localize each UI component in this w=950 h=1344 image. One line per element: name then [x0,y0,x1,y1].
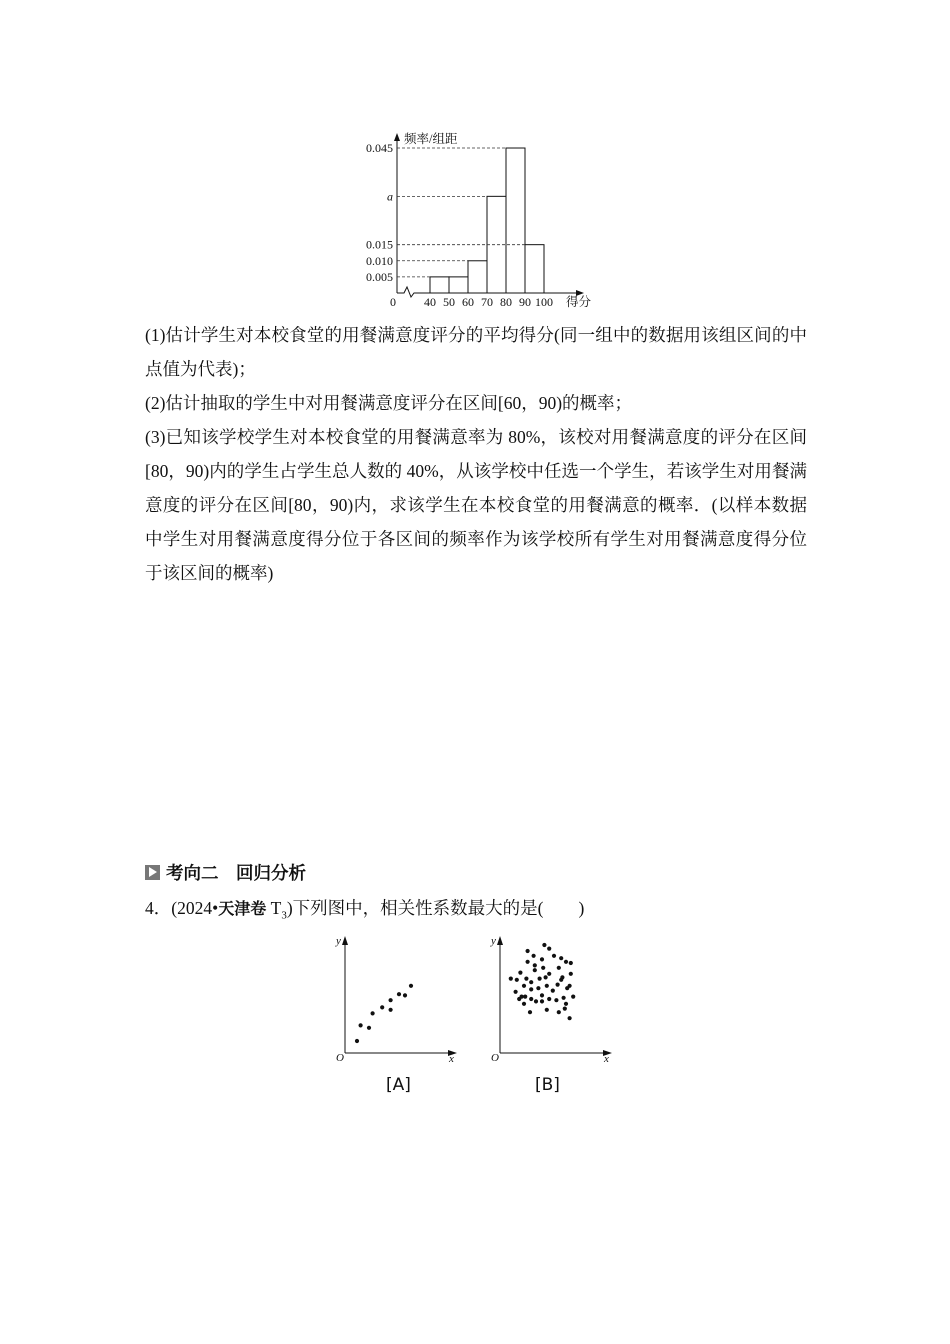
scatter-point [514,990,518,994]
scatter-point [540,999,544,1003]
scatter-point [529,980,533,984]
y-axis-arrow [394,133,400,141]
question-3: (3)已知该学校学生对本校食堂的用餐满意率为 80%，该校对用餐满意度的评分在区间[80，90)内的学生占学生总人数的 40%，从该学校中任选一个学生，若该学生对用餐满意度的评分在区间[80，90)内，求该学生在本校食堂的用餐满意的概率．(以样本数据中学生对用餐满意度得分位于各区间的频率作为该学校所有学生对用餐满意度得分位于该区间的概率) [145,427,807,583]
x-axis-label: 得分 [566,295,592,309]
scatter-point [556,983,560,987]
q4-rest: )下列图中，相关性系数最大的是( ) [286,898,585,918]
scatter-point [529,987,533,991]
scatter-point [367,1026,371,1030]
caption-b: [B] [535,1075,560,1095]
scatter-point [523,995,527,999]
scatter-point [547,997,551,1001]
scatter-point [544,975,548,979]
caption-a: [A] [386,1075,411,1095]
histogram-bar-0 [430,277,449,293]
x-tick-label: 80 [500,295,512,309]
scatter-point [380,1005,384,1009]
scatter-point [534,999,538,1003]
y-tick-label: 0.010 [366,253,393,268]
scatter-point [533,963,537,967]
scatter-point [389,1008,393,1012]
scatter-point [564,960,568,964]
scatter-point [515,978,519,982]
y-tick-label: a [387,189,393,204]
question-1: (1)估计学生对本校食堂的用餐满意度评分的平均得分(同一组中的数据用该组区间的中点值为代表)； [145,325,807,379]
y-axis-label: y [491,935,496,947]
scatter-point [559,978,563,982]
scatter-point [526,960,530,964]
scatter-point [557,1010,561,1014]
q4-source: 天津卷 [218,899,267,918]
y-tick-label: 0.015 [366,237,393,252]
scatter-point [403,993,407,997]
scatter-point [545,1008,549,1012]
question-2: (2)估计抽取的学生中对用餐满意度评分在区间[60，90)的概率； [145,393,633,413]
scatter-point [547,972,551,976]
y-axis-label: 频率/组距 [404,132,458,146]
x-tick-label: 60 [462,295,474,309]
x-axis-label: x [449,1053,454,1065]
scatter-point [529,997,533,1001]
scatter-point [509,977,513,981]
x-axis-label: x [604,1053,609,1065]
histogram-bar-5 [525,245,544,293]
x-tick-label: 50 [443,295,455,309]
x-tick-label: 70 [481,295,493,309]
scatter-point [562,996,566,1000]
x-tick-label: 100 [535,295,553,309]
x-tick-label: 90 [519,295,531,309]
scatter-point [540,993,544,997]
scatter-point [541,966,545,970]
scatter-point [538,977,542,981]
scatter-point [568,984,572,988]
x-tick-label: 40 [424,295,436,309]
scatter-point [397,992,401,996]
question-4 [145,895,584,922]
scatter-point [547,947,551,951]
scatter-point [359,1023,363,1027]
y-tick-label: 0.045 [366,141,393,156]
scatter-point [551,989,555,993]
scatter-point [409,984,413,988]
histogram-bar-4 [506,148,525,293]
scatter-plot-b [485,930,620,1065]
scatter-point [559,956,563,960]
scatter-point [524,977,528,981]
q4-t: T [270,898,282,918]
scatter-point [540,957,544,961]
scatter-point [557,966,561,970]
scatter-point [542,943,546,947]
scatter-point [564,1002,568,1006]
origin-label: 0 [390,295,396,309]
scatter-point [517,997,521,1001]
scatter-point [522,984,526,988]
histogram-bar-2 [468,261,487,293]
q4-t-sub: 3 [281,909,287,922]
scatter-point [569,972,573,976]
scatter-point [568,1016,572,1020]
q4-dot: • [212,898,219,918]
scatter-point [532,954,536,958]
scatter-point [569,961,573,965]
scatter-point [526,949,530,953]
scatter-point [533,968,537,972]
scatter-point [571,995,575,999]
y-axis-label: y [336,935,341,947]
section-title: 考向二 回归分析 [166,864,306,884]
q4-number: 4．(2024 [145,898,213,918]
scatter-point [554,998,558,1002]
scatter-point [552,954,556,958]
scatter-point [563,1007,567,1011]
section-header [145,860,306,885]
scatter-point [518,971,522,975]
scatter-point [536,986,540,990]
scatter-point [522,1002,526,1006]
play-triangle-icon [145,865,160,880]
origin-label: O [336,1052,344,1064]
scatter-plot-a [330,930,465,1065]
y-tick-label: 0.005 [366,269,393,284]
scatter-point [389,998,393,1002]
frequency-histogram [350,125,610,310]
histogram-bar-1 [449,277,468,293]
scatter-point [355,1039,359,1043]
scatter-point [371,1011,375,1015]
y-axis-arrow [497,936,503,945]
origin-label: O [491,1052,499,1064]
y-axis-arrow [342,936,348,945]
scatter-point [528,1010,532,1014]
scatter-point [545,984,549,988]
